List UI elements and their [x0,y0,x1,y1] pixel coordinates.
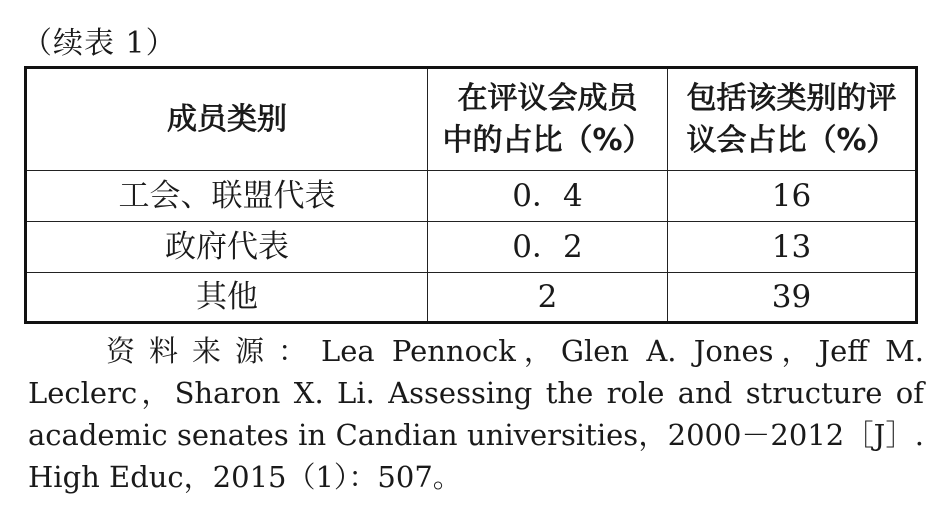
column-header-senate-share: 包括该类别的评 议会占比（%） [668,69,915,171]
table-cell: 0．4 [428,171,668,222]
source-note [28,330,924,498]
source-citation: Lea Pennock，Glen A. Jones，Jeff M. Leclerc，Sharon X. Li. Assessing the role and structure of academic senates in Candian universities，2000－2012［J］. High Educ，2015（1）：507。 [28,334,924,494]
table-cell: 工会、联盟代表 [27,171,428,222]
table-caption: （续表 1） [22,26,177,61]
table-cell: 16 [668,171,915,222]
data-table [24,66,918,324]
table-cell: 其他 [27,273,428,321]
table-cell: 2 [428,273,668,321]
table-cell: 13 [668,222,915,273]
column-header-category: 成员类别 [27,69,428,171]
table-cell: 政府代表 [27,222,428,273]
source-label: 资料来源： [98,334,321,368]
table-cell: 39 [771,278,812,315]
column-header-member-share: 在评议会成员 中的占比（%） [428,69,668,171]
table-cell: 0．2 [428,222,668,273]
